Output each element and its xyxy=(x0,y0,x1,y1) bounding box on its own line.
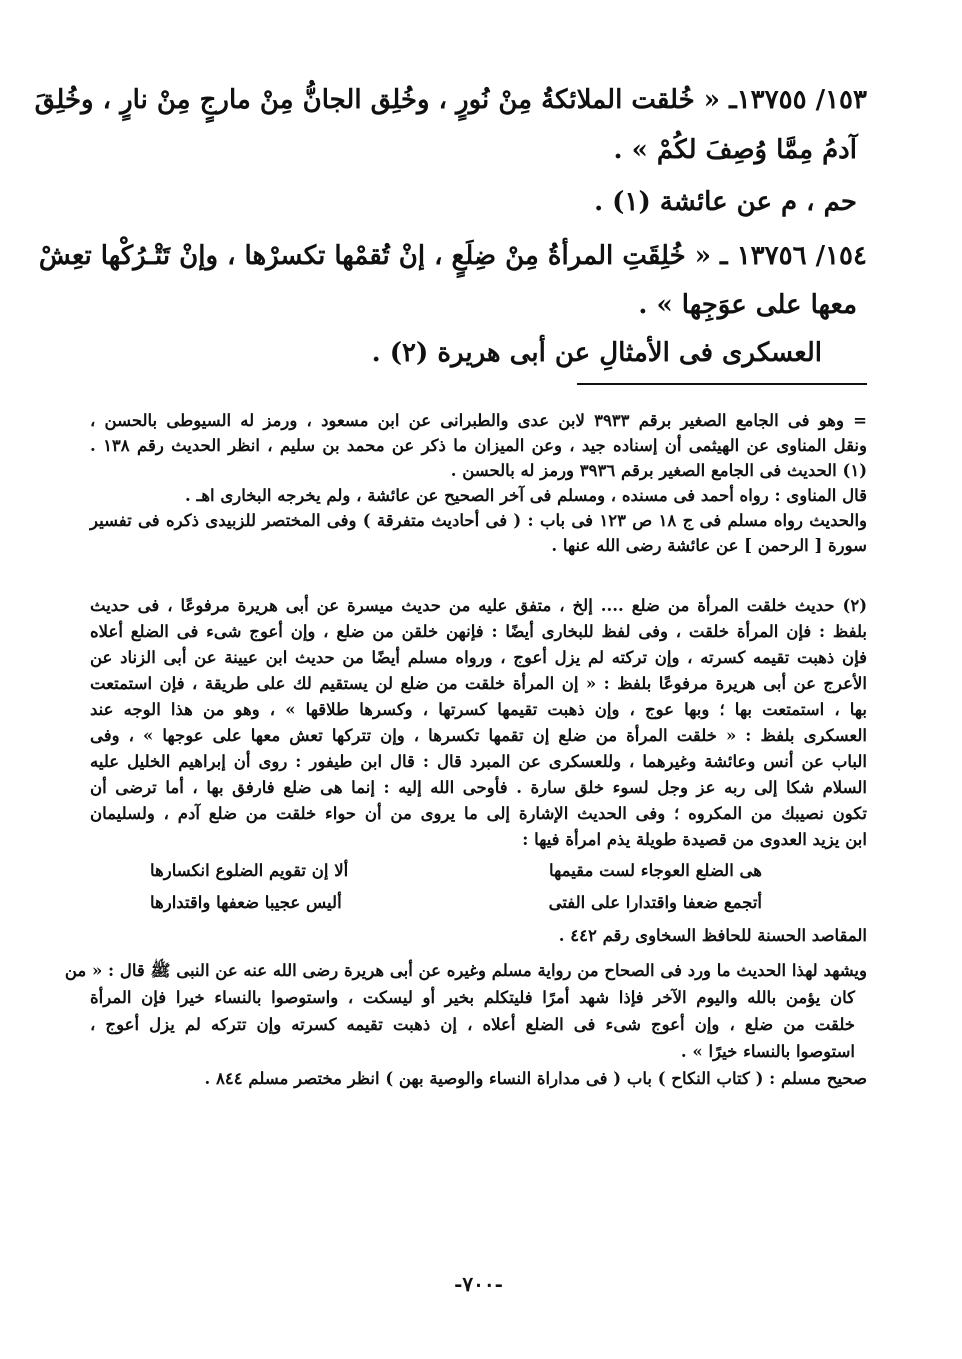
page-number: -٧٠٠- xyxy=(454,1272,503,1296)
footnote-line: (١) الحديث فى الجامع الصغير برقم ٣٩٣٦ ورمز له بالحسن . xyxy=(450,461,867,480)
hadith-153-line-2: آدمُ مِمَّا وُصِفَ لكُمْ » . xyxy=(613,135,857,165)
footnote-line: بلفظ : فإن المرأة خلقت ، وفى لفظ للبخارى أيضًا : فإنهن خلقن من ضلع ، وإن أعوج شىء فى الضلع أعلاه xyxy=(90,622,867,641)
footnote-line: بها ، استمتعت بها ؛ وبها عوج ، وإن ذهبت تقيمها كسرتها ، وكسرها طلاقها » ، وهو من هذا الوجه عند xyxy=(90,700,867,719)
hadith-153-source: حم ، م عن عائشة (١) . xyxy=(594,187,857,217)
footnote-line: ابن يزيد العدوى من قصيدة طويلة يذم امرأة فيها : xyxy=(522,830,867,849)
footnote-line: استوصوا بالنساء خيرًا » . xyxy=(680,1042,855,1061)
footnote-line: والحديث رواه مسلم فى ج ١٨ ص ١٢٣ فى باب : ( فى أحاديث متفرقة ) وفى المختصر للزبيدى ذكره فى تفسير xyxy=(90,511,867,530)
footnote-line: المقاصد الحسنة للحافظ السخاوى رقم ٤٤٢ . xyxy=(558,926,867,945)
footnote-line: فإن ذهبت تقيمه كسرته ، وإن تركته لم يزل أعوج ، ورواه مسلم أيضًا من حديث ابن عيينة عن أبى الزناد عن xyxy=(90,648,867,667)
footnote-line: تكون نصيبك من المكروه ؛ وفى الحديث الإشارة إلى ما يروى من أن حواء خلقت من ضلع آدم ، ولسليمان xyxy=(90,804,867,823)
hadith-153-line-1: ١٥٣/ ١٣٧٥٥ـ « خُلقت الملائكةُ مِنْ نُورٍ ، وخُلِق الجانُّ مِنْ مارجٍ مِنْ نارٍ ، وخُلِقَ xyxy=(34,85,867,115)
poem-first-hemistich: هى الضلع العوجاء لست مقيمها xyxy=(549,861,762,880)
poem-first-hemistich: أتجمع ضعفا واقتدارا على الفتى xyxy=(548,893,762,912)
poem-second-hemistich: أليس عجيبا ضعفها واقتدارها xyxy=(150,893,342,912)
hadith-154-line-2: معها على عوَجِها » . xyxy=(638,290,857,320)
footnote-line: الباب عن أنس وعائشة وغيرهما ، وللعسكرى عن المبرد قال : قال ابن طيفور : روى أن إبراهيم الخليل عليه xyxy=(90,752,867,771)
footnote-line: الأعرج عن أبى هريرة مرفوعًا بلفظ : « إن المرأة خلقت من ضلع لن يستقيم لك على طريقة ، فإن استمتعت xyxy=(90,674,867,693)
footnote-line: ونقل المناوى عن الهيثمى أن إسناده جيد ، وعن الميزان ما ذكر عن محمد بن سليم ، انظر الحديث رقم ١٣٨ . xyxy=(90,436,867,455)
footnote-line: السلام شكا إلى ربه عز وجل لسوء خلق سارة . فأوحى الله إليه : إنما هى ضلع فارفق بها ، أما ترضى أن xyxy=(90,778,867,797)
footnote-line: كان يؤمن بالله واليوم الآخر فإذا شهد أمرًا فليتكلم بخير أو ليسكت ، واستوصوا بالنساء خيرا فإن المرأة xyxy=(90,988,855,1007)
poem-verse xyxy=(90,857,867,885)
poem-verse xyxy=(90,889,867,917)
footnote-line: سورة [ الرحمن ] عن عائشة رضى الله عنها . xyxy=(551,536,867,555)
page xyxy=(34,0,867,1359)
footnote-line: ويشهد لهذا الحديث ما ورد فى الصحاح من رواية مسلم وغيره عن أبى هريرة رضى الله عنه عن النبى ﷺ قال : « من xyxy=(64,961,867,980)
poem-second-hemistich: ألا إن تقويم الضلوع انكسارها xyxy=(150,861,349,880)
footnote-line: قال المناوى : رواه أحمد فى مسنده ، ومسلم فى آخر الصحيح عن عائشة ، ولم يخرجه البخارى اهـ . xyxy=(185,486,867,505)
footnote-line: = وهو فى الجامع الصغير برقم ٣٩٣٣ لابن عدى والطبرانى عن ابن مسعود ، ورمز له السيوطى بالحسن ، xyxy=(90,411,867,430)
footnote-divider xyxy=(577,383,867,385)
footnote-line: (٢) حديث خلقت المرأة من ضلع .... إلخ ، متفق عليه من حديث ميسرة عن أبى هريرة مرفوعًا ، فى حديث xyxy=(90,596,867,615)
footnote-line: خلقت من ضلع ، وإن أعوج شىء فى الضلع أعلاه ، إن ذهبت تقيمه كسرته وإن تتركه لم يزل أعوج ، xyxy=(90,1015,855,1034)
hadith-154-line-1: ١٥٤/ ١٣٧٥٦ ـ « خُلِقَتِ المرأةُ مِنْ ضِلَعٍ ، إنْ تُقمْها تكسرْها ، وإنْ تَتْـرُكْها تعِشْ xyxy=(38,241,867,271)
hadith-154-source: العسكرى فى الأمثالِ عن أبى هريرة (٢) . xyxy=(371,338,822,368)
footnote-line: صحيح مسلم : ( كتاب النكاح ) باب ( فى مداراة النساء والوصية بهن ) انظر مختصر مسلم ٨٤٤ . xyxy=(204,1069,867,1088)
footnote-line: العسكرى بلفظ : « خلقت المرأة من ضلع إن تقمها تكسرها ، وإن تتركها تعش معها على عوجها » ، وفى xyxy=(90,726,867,745)
